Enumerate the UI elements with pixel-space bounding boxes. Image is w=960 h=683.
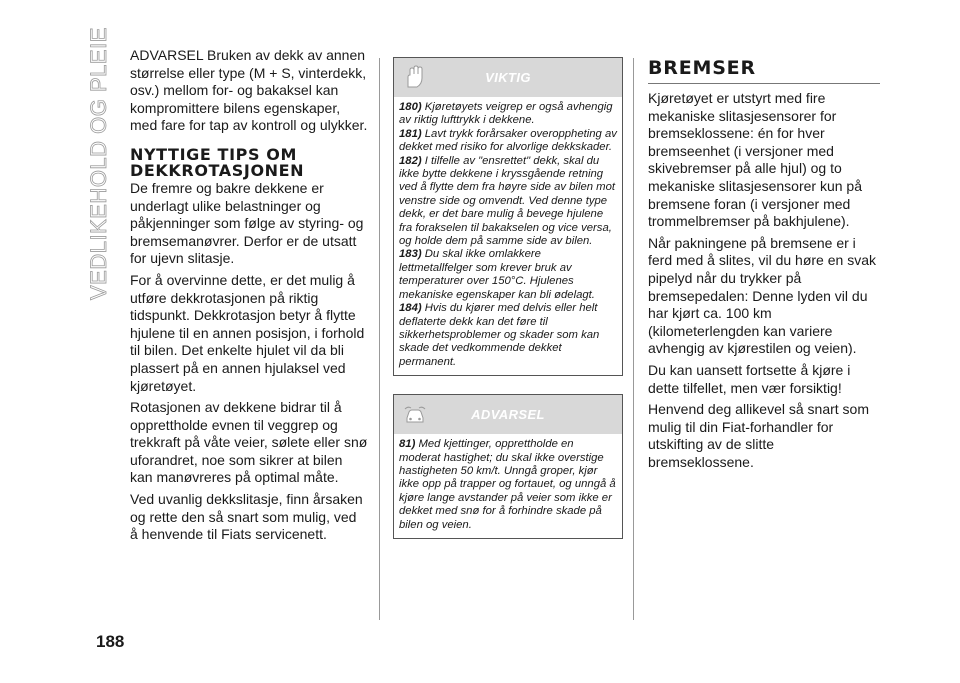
paragraph: Du kan uansett fortsette å kjøre i dette tilfellet, men vær forsiktig! <box>648 361 851 396</box>
paragraph: De fremre og bakre dekkene er underlagt ulike belastninger og påkjenninger som følge av styring- og bremsemanøvrer. Derfor er de utsatt for ujevn slitasje. <box>130 179 364 267</box>
note-number: 180) <box>399 101 422 113</box>
column-divider <box>633 58 634 620</box>
section-side-title: VEDLIKEHOLD OG PLEIE <box>86 27 111 300</box>
important-box-body <box>394 97 622 375</box>
paragraph: For å overvinne dette, er det mulig å utføre dekkrotasjonen på riktig tidspunkt. Dekkrotasjon betyr å flytte hjulene til en annen posisjon, i forhold til bilen. Det enkelte hjulet vil da bli plassert på en annen hjulaksel ved kjøretøyet. <box>130 271 365 394</box>
paragraph: Når pakningene på bremsene er i ferd med å slites, vil du høre en svak pipelyd når du trykker på bremsepedalen: Denne lyden vil du har kjørt ca. 100 km (kilometerlengden kan variere avhengig av kjørestilen og veien). <box>648 234 876 357</box>
note-item <box>399 155 617 249</box>
note-number: 183) <box>399 248 422 261</box>
paragraph: Kjøretøyet er utstyrt med fire mekaniske slitasjesensorer for bremseklossene: én for hver bremseenhet (i versjoner med skivebremser på alle hjul) og to mekaniske slitasjesensorer kun på bremsene foran (i versjoner med trommelbremser på bakhjulene). <box>648 90 862 230</box>
note-text: I tilfelle av "ensrettet" dekk, skal du ikke bytte dekkene i kryssgående retning ved å flytte dem fra høyre side av bilen mot venstre side og omvendt. Ved denne type dekk, er det bare mulig å bevege hjulene fra forakselen til bakakselen og vice versa, og holde dem på samme side av bilen. <box>399 154 615 248</box>
note-text: Lavt trykk forårsaker overoppheting av dekket med risiko for alvorlige dekkskader. <box>399 127 617 154</box>
column-middle <box>393 57 623 549</box>
important-box <box>393 57 623 376</box>
note-text: Med kjettinger, opprettholde en moderat hastighet; du skal ikke overstige hastigheten 50 km/t. Unngå groper, kjør ikke opp på trapper og fortauet, og unngå å kjøre lange avstander på veier som ikke er dekket med snø for å forhindre skade på bilen og veien. <box>399 438 616 531</box>
warning-box-header <box>394 395 622 434</box>
note-number: 184) <box>399 302 422 315</box>
column-divider <box>379 58 380 620</box>
column-left <box>130 47 368 548</box>
column-right <box>648 57 880 475</box>
warning-box <box>393 394 623 539</box>
note-item <box>399 302 617 369</box>
note-text: Kjøretøyets veigrep er også avhengig av riktig lufttrykk i dekkene. <box>399 101 613 127</box>
intro-warning-text: ADVARSEL Bruken av dekk av annen størrelse eller type (M + S, vinterdekk, osv.) mellom for- og bakaksel kan kompromittere bilens egenskaper, med fare for tap av kontroll og ulykker. <box>130 47 368 134</box>
paragraph: Rotasjonen av dekkene bidrar til å opprettholde evnen til veggrep og trekkraft på våte veier, sølete eller snø uforandret, noe som sikrer at bilen kan manøvreres på optimal måte. <box>130 399 368 486</box>
section-heading-tire-rotation: NYTTIGE TIPS OM DEKKROTASJONEN <box>130 144 305 180</box>
car-warning-icon <box>402 402 428 426</box>
note-number: 182) <box>399 154 422 167</box>
warning-box-body <box>394 434 622 538</box>
note-text: Hvis du kjører med delvis eller helt deflaterte dekk kan det føre til sikkerhetsproblemer og skader som kan skade det vedkommende dekket permanent. <box>399 302 600 368</box>
warning-box-title: ADVARSEL <box>471 407 545 423</box>
note-number: 81) <box>399 438 416 451</box>
note-item <box>399 128 617 155</box>
paragraph: Ved uvanlig dekkslitasje, finn årsaken og rette den så snart som mulig, ved å henvende til Fiats servicenett. <box>130 491 363 543</box>
important-box-header <box>394 58 622 97</box>
note-item <box>399 101 617 128</box>
note-number: 181) <box>399 127 422 140</box>
page-number: 188 <box>96 632 125 651</box>
important-box-title: VIKTIG <box>485 70 531 85</box>
paragraph: Henvend deg allikevel så snart som mulig til din Fiat-forhandler for utskifting av de slitte bremseklossene. <box>648 401 870 470</box>
note-text: Du skal ikke omlakkere lettmetallfelger som krever bruk av temperaturer over 150°C. Hjulenes mekaniske egenskaper kan bli ødelagt. <box>399 248 595 301</box>
note-item <box>399 248 617 302</box>
hand-stop-icon <box>402 65 428 89</box>
note-item <box>399 438 617 532</box>
section-heading-brakes: BREMSER <box>648 57 880 84</box>
